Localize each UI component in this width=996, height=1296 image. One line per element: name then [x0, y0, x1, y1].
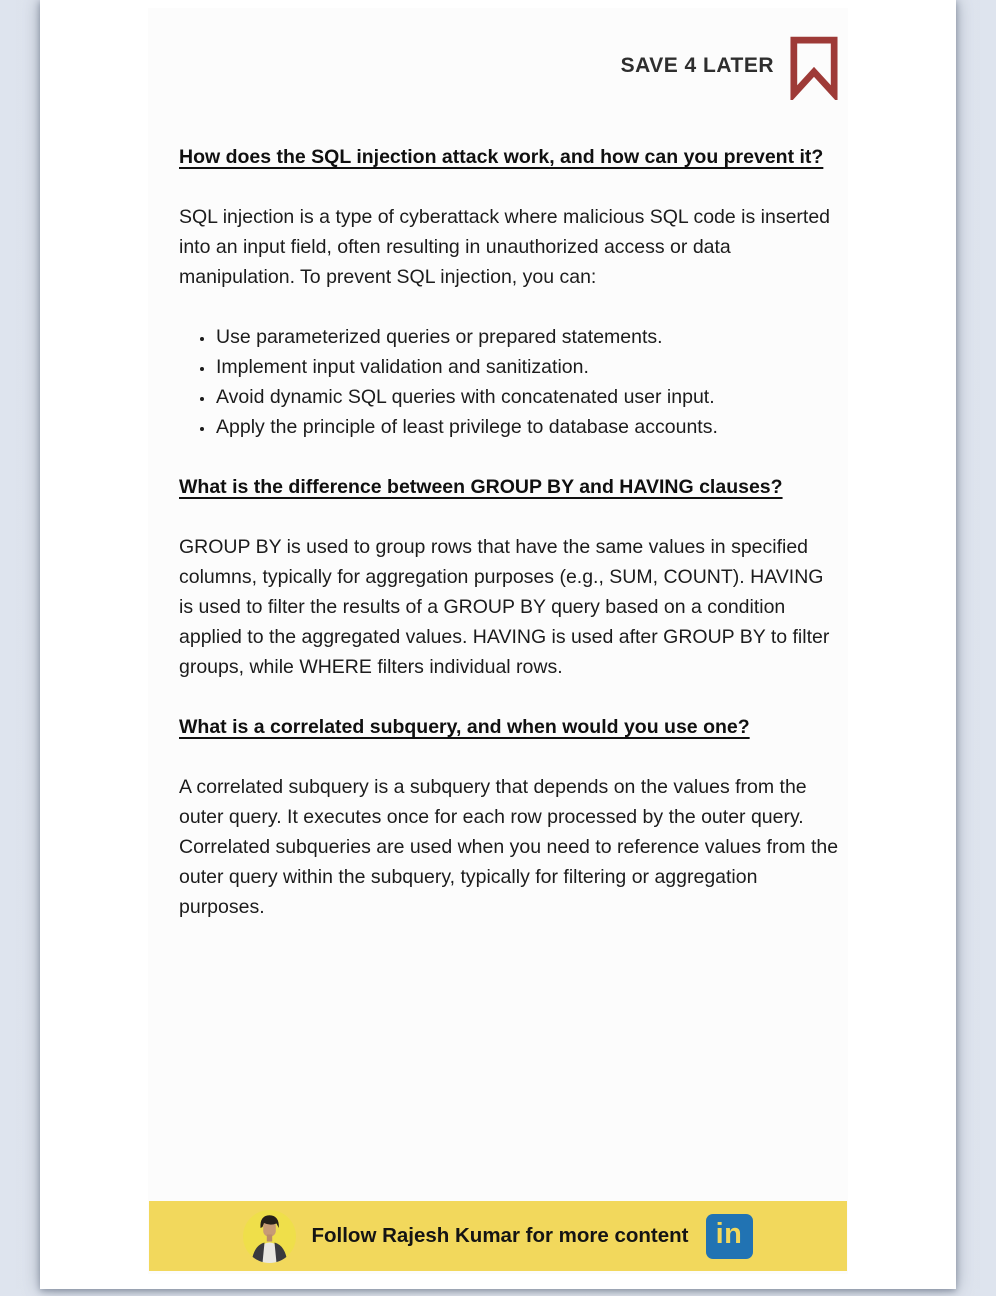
avatar: [243, 1210, 296, 1263]
linkedin-icon[interactable]: [706, 1214, 753, 1259]
answer-paragraph: A correlated subquery is a subquery that depends on the values from the outer query. It executes once for each row processed by the outer query. Correlated subqueries are used when you need to reference values from the outer query within the subquery, typically for filtering or aggregation purposes.: [179, 776, 839, 918]
qa-content: [179, 142, 841, 952]
linkedin-in-glyph: in: [715, 1217, 743, 1250]
carousel-slide: [148, 8, 848, 1274]
list-item: • Use parameterized queries or prepared statements.: [215, 322, 841, 352]
follow-banner[interactable]: [149, 1201, 847, 1271]
qa-section-2: [179, 472, 841, 682]
answer-paragraph: GROUP BY is used to group rows that have the same values in specified columns, typically for aggregation purposes (e.g., SUM, COUNT). HAVING is used to filter the results of a GROUP BY query based on a condition applied to the aggregated values. HAVING is used after GROUP BY to filter groups, while WHERE filters individual rows.: [179, 536, 830, 678]
question-heading: What is a correlated subquery, and when would you use one?: [179, 716, 750, 738]
bookmark-icon[interactable]: [790, 36, 838, 100]
save-later-label: SAVE 4 LATER: [620, 54, 774, 77]
question-heading: What is the difference between GROUP BY and HAVING clauses?: [179, 476, 783, 498]
answer-paragraph: SQL injection is a type of cyberattack where malicious SQL code is inserted into an input field, often resulting in unauthorized access or data manipulation. To prevent SQL injection, you can:: [179, 206, 831, 288]
list-item: • Apply the principle of least privilege to database accounts.: [215, 412, 841, 442]
list-item: • Avoid dynamic SQL queries with concatenated user input.: [215, 382, 841, 412]
prevention-list: [179, 322, 841, 442]
qa-section-1: [179, 142, 841, 442]
save-for-later: [621, 36, 838, 100]
question-heading: How does the SQL injection attack work, and how can you prevent it?: [179, 146, 824, 168]
list-item: • Implement input validation and sanitization.: [215, 352, 841, 382]
document-page: [40, 0, 956, 1289]
follow-text: Follow Rajesh Kumar for more content: [311, 1224, 689, 1247]
qa-section-3: [179, 712, 841, 922]
